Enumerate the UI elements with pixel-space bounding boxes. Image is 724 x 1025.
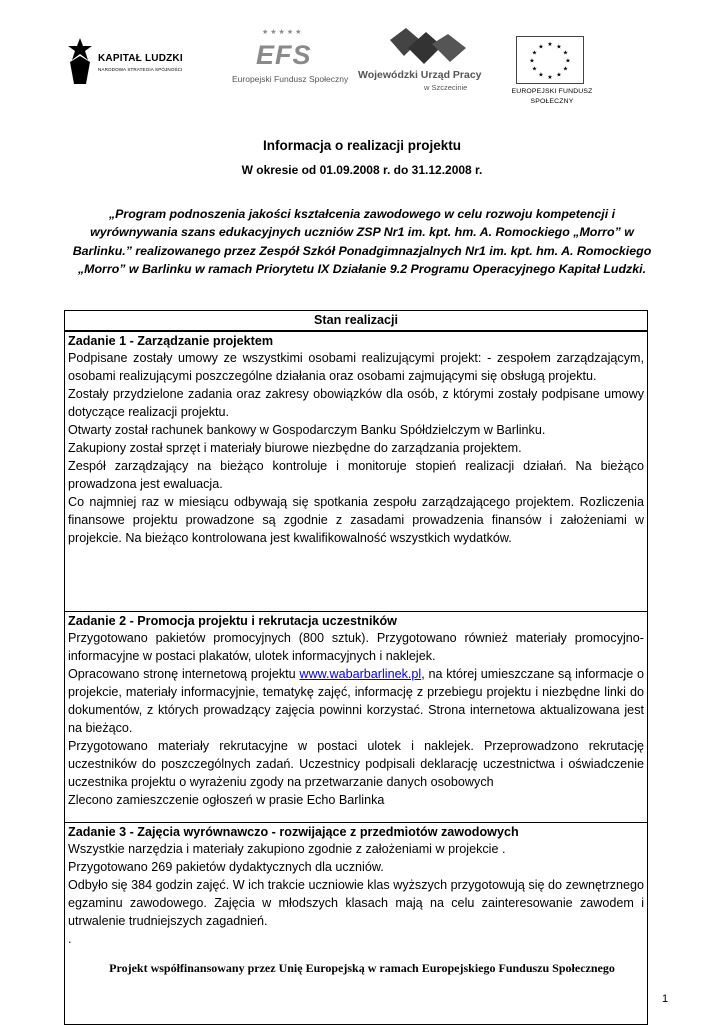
eu-logo (506, 36, 602, 126)
task-3-paragraph: . (68, 932, 72, 946)
svg-text:★: ★ (556, 43, 562, 51)
svg-text:★: ★ (529, 57, 535, 65)
eu-label-line2: SPOŁECZNY (530, 98, 574, 105)
task-1-section (65, 331, 647, 611)
task-1-paragraph: Zakupiony został sprzęt i materiały biurowe niezbędne do zarządzania projektem. (68, 441, 522, 455)
svg-text:★: ★ (531, 49, 538, 57)
kl-title: KAPITAŁ LUDZKI (98, 53, 183, 64)
task-2-paragraph: Przygotowano materiały rekrutacyjne w postaci ulotek i naklejek. Przeprowadzono rekrutację uczestników do poszczególnych zadań. Uczestnicy podpisali deklarację uczestnictwa i oświadczenie uczestnika projektu o wyrażeniu zgody na przetwarzanie danych osobowych (68, 739, 644, 789)
wup-emblem-icon (386, 26, 476, 68)
task-2-paragraph: Zlecono zamieszczenie ogłoszeń w prasie Echo Barlinka (68, 793, 385, 807)
task-1-paragraph: Co najmniej raz w miesiącu odbywają się spotkania zespołu zarządzającego projektem. Rozliczenia finansowe projektu prowadzone są zgodnie z zasadami prowadzenia finansów i założeniami w projekcie. Na bieżąco kontrolowana jest kwalifikowalność wszystkich wydatków. (68, 495, 644, 545)
svg-text:★: ★ (565, 57, 571, 65)
task-2-section (65, 611, 647, 822)
task-1-paragraph: Zespół zarządzający na bieżąco kontroluje i monitoruje stopień realizacji działań. Na bieżąco prowadzona jest ewaluacja. (68, 459, 644, 491)
project-website-link[interactable]: www.wabarbarlinek.pl (299, 667, 422, 681)
efs-text: EFS (256, 40, 312, 70)
wup-city: w Szczecinie (424, 83, 468, 92)
svg-text:★: ★ (531, 65, 538, 73)
efs-subtitle: Europejski Fundusz Społeczny (232, 74, 349, 84)
program-description: „Program podnoszenia jakości kształcenia zawodowego w celu rozwoju kompetencji i wyrównywania szans edukacyjnych uczniów ZSP Nr1 im. kpt. hm. A. Romockiego „Morro” w Barlinku.” realizowanego przez Zespół Szkół Ponadgimnazjalnych Nr1 im. kpt. hm. A. Romockiego „Morro” w Barlinku w ramach Priorytetu IX Działanie 9.2 Programu Operacyjnego Kapitał Ludzki. (72, 207, 652, 277)
task-3-paragraph: Odbyło się 384 godzin zajęć. W ich trakcie uczniowie klas wyższych przygotowują się do zewnętrznego egzaminu zawodowego. Zajęcia w młodszych klasach mają na celu zainteresowanie zawodem i utrwalenie trudniejszych zagadnień. (68, 878, 644, 928)
svg-text:★: ★ (556, 71, 562, 79)
svg-text:★: ★ (562, 49, 569, 57)
status-table-header: Stan realizacji (65, 311, 647, 331)
page-number: 1 (662, 993, 669, 1005)
document-title: Informacja o realizacji projektu (262, 138, 462, 153)
svg-text:★: ★ (538, 43, 544, 51)
svg-text:★: ★ (547, 74, 553, 81)
task-3-section (65, 822, 647, 1024)
task-2-paragraph-website (68, 665, 644, 737)
task-1-paragraph: Podpisane zostały umowy ze wszystkimi osobami realizującymi projekt: - zespołem zarządzającym, osobami realizującymi poszczególne działania oraz osobami zajmującymi się obsługą projektu. (68, 351, 644, 383)
kl-subtitle: NARODOWA STRATEGIA SPÓJNOŚCI (98, 67, 183, 72)
svg-text:★: ★ (547, 41, 553, 48)
wup-logo (356, 26, 486, 98)
website-text-after: , na której umieszczane są informacje o projekcie, materiały informacyjnie, tematykę zajęć, informację z przebiegu projektu i niezbędne linki do dokumentów, z których prowadzący zajęcia powinni korzystać. Strona internetowa aktualizowana jest na bieżąco. (68, 667, 644, 735)
reporting-period: W okresie od 01.09.2008 r. do 31.12.2008 r. (241, 163, 483, 177)
task-1-paragraph: Zostały przydzielone zadania oraz zakresy obowiązków dla osób, z którymi zostały podpisane umowy dotyczące realizacji projektu. (68, 387, 644, 419)
task-1-title: Zadanie 1 - Zarządzanie projektem (68, 334, 274, 348)
task-2-paragraph: Przygotowano pakietów promocyjnych (800 sztuk). Przygotowano również materiały promocyjno-informacyjne w postaci plakatów, ulotek informacyjnych i naklejek. (68, 631, 644, 663)
svg-text:★: ★ (562, 65, 569, 73)
task-2-title: Zadanie 2 - Promocja projektu i rekrutacja uczestników (68, 614, 397, 628)
cofinancing-footer: Projekt współfinansowany przez Unię Europejską w ramach Europejskiego Funduszu Społecznego (109, 961, 615, 975)
task-1-paragraph: Otwarty został rachunek bankowy w Gospodarczym Banku Spółdzielczym w Barlinku. (68, 423, 546, 437)
efs-stars-icon: ★★★★★ (262, 29, 304, 36)
eu-label-line1: EUROPEJSKI FUNDUSZ (511, 88, 593, 95)
efs-logo (228, 26, 349, 90)
task-3-title: Zadanie 3 - Zajęcia wyrównawczo - rozwijające z przedmiotów zawodowych (68, 825, 519, 839)
logos-bar (0, 24, 724, 124)
task-3-paragraph: Przygotowano 269 pakietów dydaktycznych dla uczniów. (68, 860, 384, 874)
status-table (64, 310, 648, 1025)
svg-text:★: ★ (538, 71, 544, 79)
kapital-ludzki-icon (66, 38, 96, 86)
wup-name: Wojewódzki Urząd Pracy (358, 69, 482, 81)
eu-flag-icon (516, 36, 584, 84)
task-3-paragraph: Wszystkie narzędzia i materiały zakupiono zgodnie z założeniami w projekcie . (68, 842, 506, 856)
website-text-before: Opracowano stronę internetową projektu (68, 667, 300, 681)
kapital-ludzki-logo (66, 38, 201, 88)
